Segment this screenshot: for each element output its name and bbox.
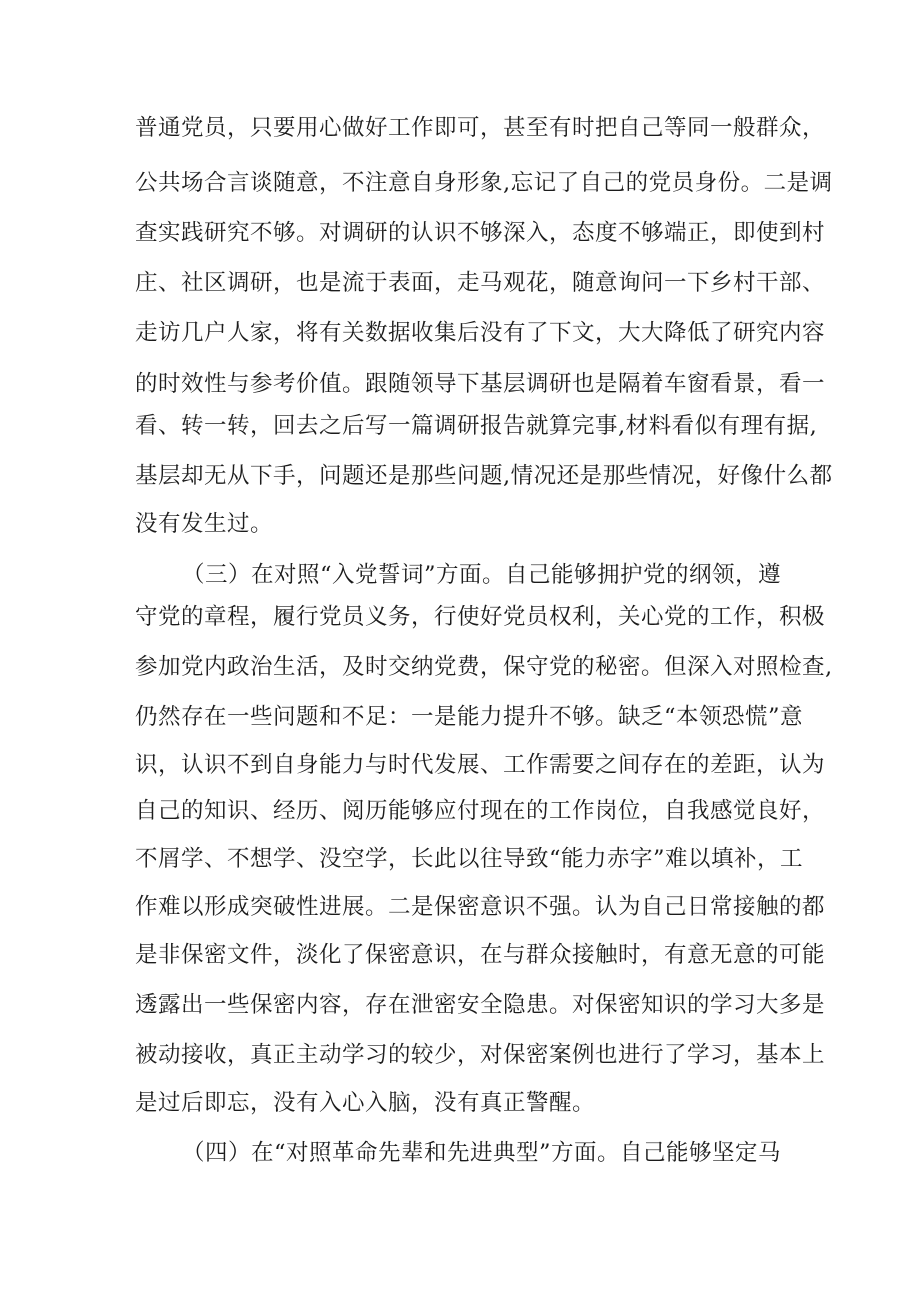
text-line: 基层却无从下手，问题还是那些问题,情况还是那些情况，好像什么都	[135, 463, 833, 489]
text-line: 不屑学、不想学、没空学，长此以往导致“能力赤字”难以填补，工	[135, 846, 804, 872]
text-line: 参加党内政治生活，及时交纳党费，保守党的秘密。但深入对照检查,	[135, 654, 833, 680]
text-line: 仍然存在一些问题和不足：一是能力提升不够。缺乏“本领恐慌”意	[135, 704, 804, 730]
text-line: 查实践研究不够。对调研的认识不够深入，态度不够端正，即使到村	[135, 220, 826, 246]
section-heading-line: （四）在“对照革命先辈和先进典型”方面。自己能够坚定马	[182, 1140, 782, 1166]
text-line: 的时效性与参考价值。跟随领导下基层调研也是隔着车窗看景，看一	[135, 371, 826, 397]
text-line: 走访几户人家，将有关数据收集后没有了下文，大大降低了研究内容	[135, 320, 826, 346]
text-line: 庄、社区调研，也是流于表面，走马观花，随意询问一下乡村干部、	[135, 270, 826, 296]
text-line: 普通党员，只要用心做好工作即可，甚至有时把自己等同一般群众，	[135, 115, 826, 141]
text-line: 识，认识不到自身能力与时代发展、工作需要之间存在的差距，认为	[135, 752, 826, 778]
text-line: 是过后即忘，没有入心入脑，没有真正警醒。	[135, 1090, 596, 1116]
text-line: 作难以形成突破性进展。二是保密意识不强。认为自己日常接触的都	[135, 894, 826, 920]
text-line: 公共场合言谈随意，不注意自身形象,忘记了自己的党员身份。二是调	[135, 170, 833, 196]
text-line: 守党的章程，履行党员义务，行使好党员权利，关心党的工作，积极	[135, 604, 826, 630]
text-line: 透露出一些保密内容，存在泄密安全隐患。对保密知识的学习大多是	[135, 992, 826, 1018]
text-line: 是非保密文件，淡化了保密意识，在与群众接触时，有意无意的可能	[135, 942, 826, 968]
text-line: 看、转一转，回去之后写一篇调研报告就算完事,材料看似有理有据,	[135, 413, 818, 439]
text-line: 没有发生过。	[135, 511, 274, 537]
text-line: 被动接收，真正主动学习的较少，对保密案例也进行了学习，基本上	[135, 1042, 826, 1068]
section-heading-line: （三）在对照“入党誓词”方面。自己能够拥护党的纲领，遵	[182, 562, 782, 588]
text-line: 自己的知识、经历、阅历能够应付现在的工作岗位，自我感觉良好，	[135, 798, 826, 824]
